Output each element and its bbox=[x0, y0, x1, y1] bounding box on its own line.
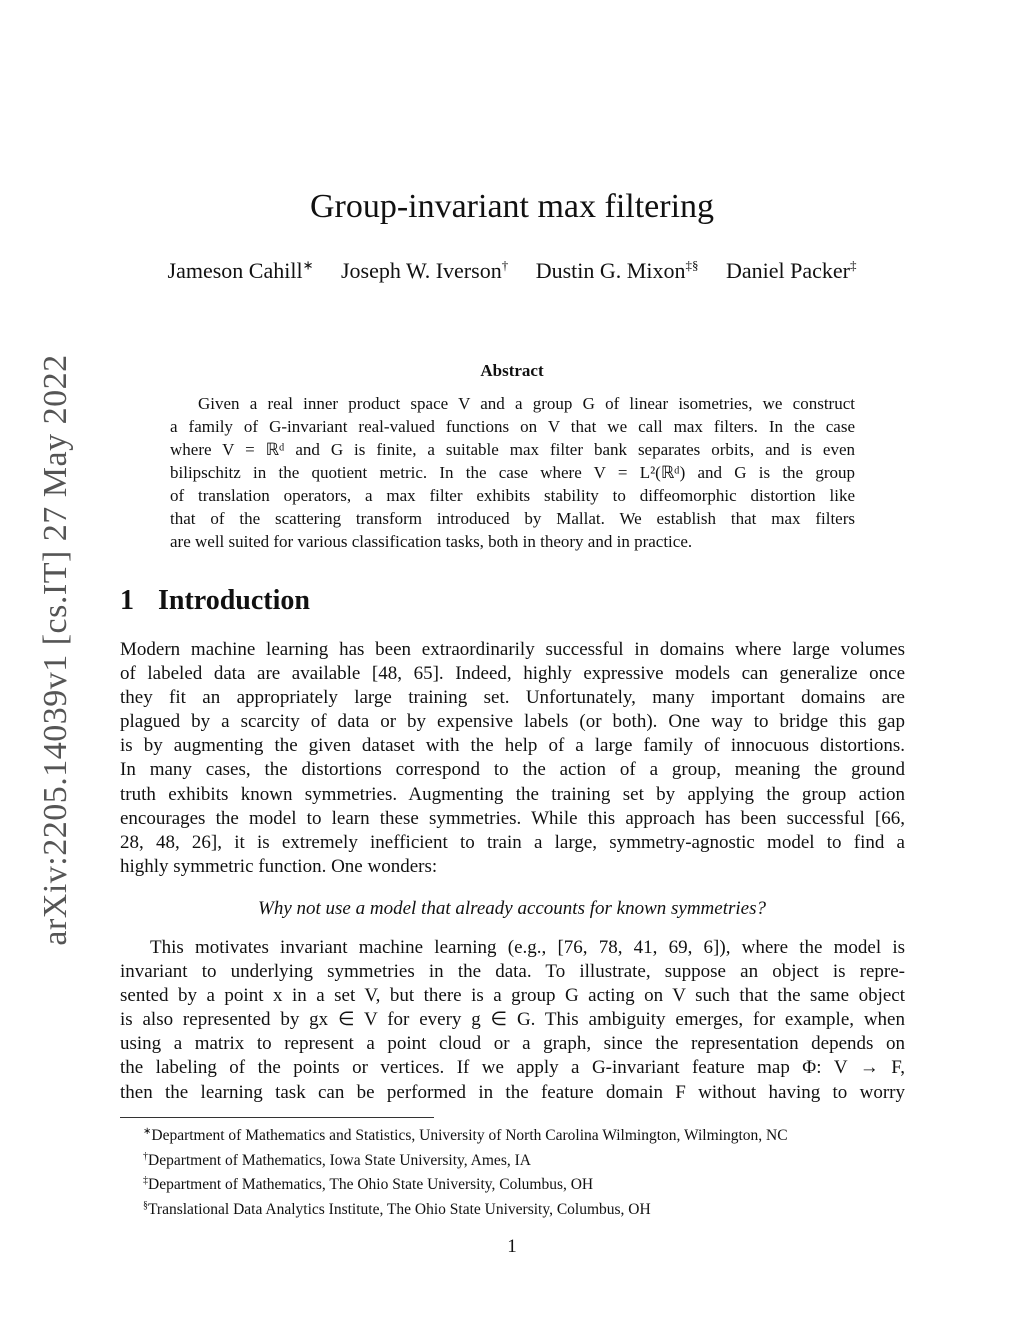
abstract-line: a family of G-invariant real-valued functions on V that we call max filters. In the case bbox=[170, 417, 855, 436]
body-line: the labeling of the points or vertices. If we apply a G-invariant feature map Φ: V → F, bbox=[120, 1057, 905, 1079]
abstract-line: of translation operators, a max filter exhibits stability to diffeomorphic distortion like bbox=[170, 486, 855, 505]
body-line: In many cases, the distortions correspond to the action of a group, meaning the ground bbox=[120, 759, 905, 781]
body-line: highly symmetric function. One wonders: bbox=[120, 855, 438, 877]
paper-title: Group-invariant max filtering bbox=[309, 188, 715, 225]
page-number: 1 bbox=[507, 1236, 517, 1257]
body-line: using a matrix to represent a point cloud or a graph, since the representation depends on bbox=[120, 1033, 905, 1055]
author: Daniel Packer‡ bbox=[725, 258, 857, 284]
author: Dustin G. Mixon‡§ bbox=[535, 258, 699, 284]
abstract-heading: Abstract bbox=[480, 361, 544, 380]
body-line: encourages the model to learn these symmetries. While this approach has been successful [66, bbox=[120, 807, 905, 829]
author-list bbox=[0, 258, 1024, 284]
abstract-line: Given a real inner product space V and a group G of linear isometries, we construct bbox=[198, 394, 855, 413]
footnotes bbox=[143, 1122, 788, 1221]
footnote-divider bbox=[120, 1117, 434, 1118]
footnote: ‡Department of Mathematics, The Ohio State University, Columbus, OH bbox=[143, 1175, 594, 1194]
arxiv-identifier: arXiv:2205.14039v1 [cs.IT] 27 May 2022 bbox=[37, 354, 74, 946]
section-number: 1 bbox=[120, 585, 134, 616]
abstract-line: bilipschitz in the quotient metric. In the case where V = L²(ℝᵈ) and G is the group bbox=[170, 463, 855, 482]
section-heading bbox=[120, 585, 310, 617]
abstract-line: are well suited for various classification tasks, both in theory and in practice. bbox=[170, 532, 693, 551]
footnote: †Department of Mathematics, Iowa State University, Ames, IA bbox=[143, 1150, 531, 1169]
abstract-line: where V = ℝᵈ and G is finite, a suitable max filter bank separates orbits, and is even bbox=[170, 440, 855, 459]
body-line: they fit an appropriately large training set. Unfortunately, many important domains are bbox=[120, 687, 905, 709]
body-line: is by augmenting the given dataset with the help of a large family of innocuous distortions. bbox=[120, 735, 905, 757]
body-line: sented by a point x in a set V, but there is a group G acting on V such that the same object bbox=[120, 985, 905, 1007]
abstract-line: that of the scattering transform introduced by Mallat. We establish that max filters bbox=[170, 509, 855, 528]
body-line: is also represented by gx ∈ V for every g ∈ G. This ambiguity emerges, for example, when bbox=[120, 1009, 905, 1031]
body-line: truth exhibits known symmetries. Augmenting the training set by applying the group action bbox=[120, 783, 905, 805]
body-line: 28, 48, 26], it is extremely inefficient to train a large, symmetry-agnostic model to find a bbox=[120, 831, 905, 853]
author: Joseph W. Iverson† bbox=[340, 258, 509, 284]
paragraph-intro bbox=[120, 638, 905, 879]
body-line: of labeled data are available [48, 65]. Indeed, highly expressive models can generalize once bbox=[120, 663, 905, 685]
body-line: Modern machine learning has been extraordinarily successful in domains where large volumes bbox=[120, 639, 905, 660]
body-line: This motivates invariant machine learning (e.g., [76, 78, 41, 69, 6]), where the model is bbox=[150, 937, 905, 958]
body-line: plagued by a scarcity of data or by expensive labels (or both). One way to bridge this gap bbox=[120, 711, 905, 733]
paragraph-motivation bbox=[120, 936, 905, 1105]
centered-question: Why not use a model that already accounts for known symmetries? bbox=[258, 898, 766, 919]
author: Jameson Cahill∗ bbox=[167, 258, 314, 284]
section-title: Introduction bbox=[158, 585, 310, 616]
footnote: ∗Department of Mathematics and Statistics, University of North Carolina Wilmington, Wilmington, NC bbox=[143, 1126, 788, 1145]
body-line: invariant to underlying symmetries in the data. To illustrate, suppose an object is repre- bbox=[120, 961, 905, 983]
abstract-body bbox=[170, 392, 855, 553]
footnote: §Translational Data Analytics Institute, The Ohio State University, Columbus, OH bbox=[143, 1199, 651, 1219]
body-line: then the learning task can be performed in the feature domain F without having to worry bbox=[120, 1081, 905, 1103]
